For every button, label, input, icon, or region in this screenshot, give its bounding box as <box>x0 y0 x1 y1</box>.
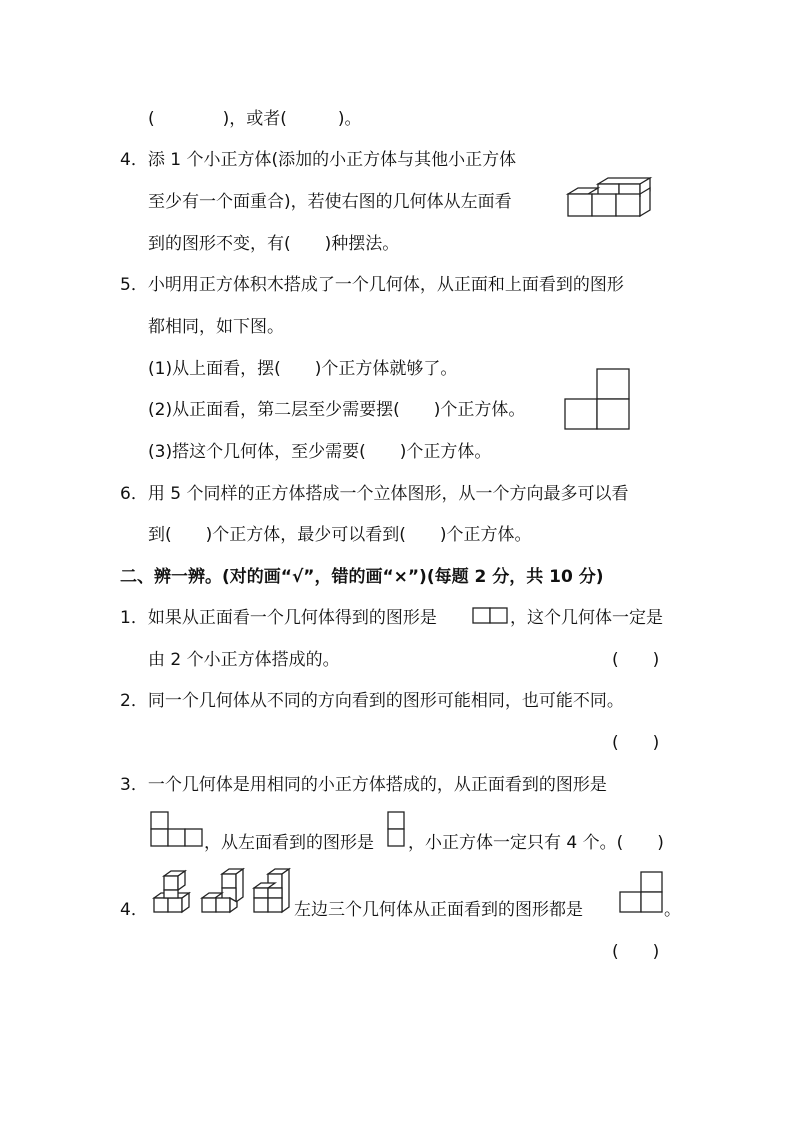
front-view-answer-icon <box>618 870 666 914</box>
q5-view-figure <box>564 368 632 432</box>
judge-1-answer-parens[interactable]: ( ) <box>612 650 660 670</box>
q4-line-3: 到的图形不变，有( )种摆法。 <box>148 234 400 254</box>
judge-1-line-1a: 1．如果从正面看一个几何体得到的图形是 <box>120 608 437 628</box>
judge-4-answer-parens[interactable]: ( ) <box>612 942 660 962</box>
judge-3-line-1: 3．一个几何体是用相同的小正方体搭成的，从正面看到的图形是 <box>120 775 607 795</box>
three-solids-figure <box>150 866 292 918</box>
q5-sub-3: (3)搭这个几何体，至少需要( )个正方体。 <box>148 442 492 462</box>
judge-1-line-1b: ，这个几何体一定是 <box>510 608 663 628</box>
q5-line-2: 都相同，如下图。 <box>148 317 284 337</box>
judge-4-line-1: 左边三个几何体从正面看到的图形都是 <box>294 900 583 920</box>
judge-3-line-2b: ，小正方体一定只有 4 个。( ) <box>408 833 664 853</box>
front-view-l-icon <box>150 810 206 850</box>
judge-3-line-2a: ，从左面看到的图形是 <box>204 833 374 853</box>
q5-sub-1: (1)从上面看，摆( )个正方体就够了。 <box>148 359 458 379</box>
q6-line-2: 到( )个正方体，最少可以看到( )个正方体。 <box>148 525 532 545</box>
q5-line-1: 5．小明用正方体积木搭成了一个几何体，从正面和上面看到的图形 <box>120 275 624 295</box>
judge-4-number: 4． <box>120 900 148 920</box>
left-view-column-icon <box>386 810 408 850</box>
two-square-view-icon <box>472 605 510 625</box>
q3-answer-line: ( )，或者( )。 <box>148 109 362 129</box>
q4-cube-figure <box>566 176 656 220</box>
q6-line-1: 6．用 5 个同样的正方体搭成一个立体图形，从一个方向最多可以看 <box>120 484 629 504</box>
q5-sub-2: (2)从正面看，第二层至少需要摆( )个正方体。 <box>148 400 526 420</box>
section-2-heading: 二、辨一辨。(对的画“√”，错的画“×”)(每题 2 分，共 10 分) <box>120 567 604 587</box>
judge-2-answer-parens[interactable]: ( ) <box>612 733 660 753</box>
q4-line-1: 4．添 1 个小正方体(添加的小正方体与其他小正方体 <box>120 150 517 170</box>
judge-4-end: 。 <box>664 900 681 920</box>
judge-2-line-1: 2．同一个几何体从不同的方向看到的图形可能相同，也可能不同。 <box>120 691 624 711</box>
judge-1-line-2: 由 2 个小正方体搭成的。 <box>148 650 340 670</box>
q4-line-2: 至少有一个面重合)，若使右图的几何体从左面看 <box>148 192 512 212</box>
